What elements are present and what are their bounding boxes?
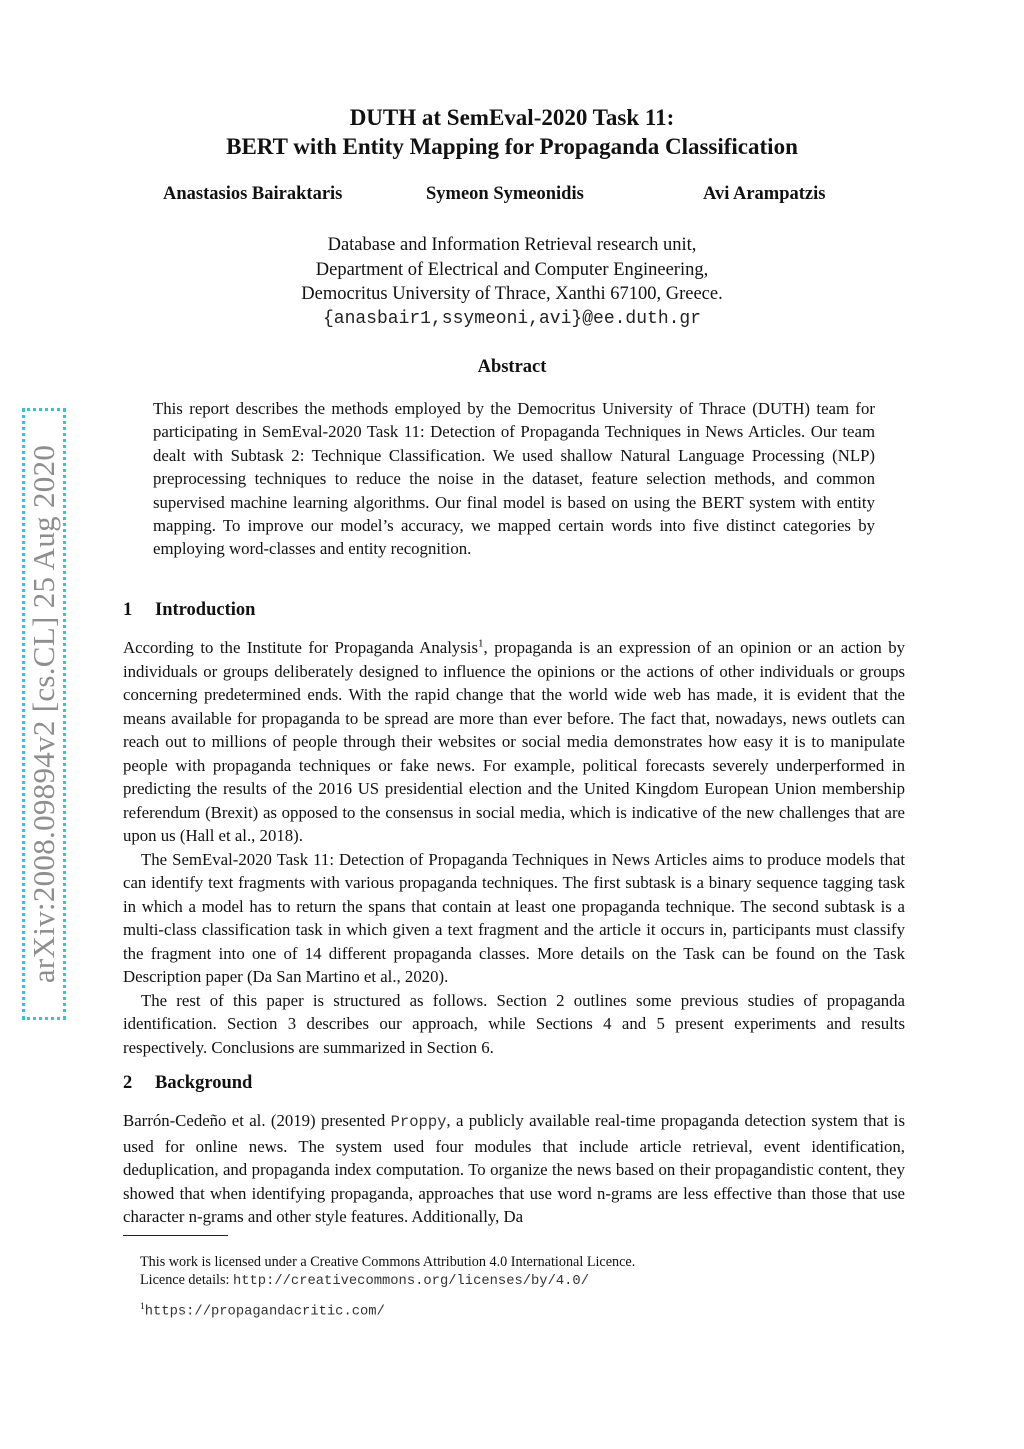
section-2-title: Background: [155, 1073, 253, 1093]
intro-p1-text-a: According to the Institute for Propaganda Analysis: [123, 638, 478, 657]
intro-p1-text-b: , propaganda is an expression of an opinion or an action by individuals or groups deliberately designed to influence the opinions or the actions of other individuals or groups concerning predetermined ends. With the rapid change that the world wide web has made, it is evident that the means available for propaganda to be spread are more than ever before. The fact that, nowadays, news outlets can reach out to millions of people through their websites or social media demonstrates how easy it is to manipulate people with propaganda techniques or fake news. For example, political forecasts severely underperformed in predicting the results of the 2016 US presidential election and the United Kingdom European Union membership referendum (Brexit) as opposed to the consensus in social media, which is indicative of the new challenges that are upon us (Hall et al., 2018).: [123, 638, 905, 845]
arxiv-identifier: arXiv:2008.09894v2 [cs.CL] 25 Aug 2020: [26, 444, 61, 984]
license-statement: This work is licensed under a Creative Commons Attribution 4.0 International Licence.: [140, 1254, 636, 1270]
license-label: Licence details:: [140, 1272, 233, 1288]
affiliation: [0, 233, 1024, 331]
footnote-1-url-link[interactable]: https://propagandacritic.com/: [144, 1304, 385, 1320]
abstract-heading: Abstract: [477, 357, 547, 377]
author-3: Avi Arampatzis: [703, 184, 826, 204]
section-1-heading: [123, 600, 255, 621]
affiliation-unit: Database and Information Retrieval research unit,: [327, 235, 697, 255]
arxiv-stamp: [22, 408, 66, 1020]
author-1: Anastasios Bairaktaris: [163, 184, 343, 204]
license-footnote: [140, 1253, 635, 1291]
background-paragraph-1: [123, 1109, 905, 1229]
background-p1-text-a: Barrón-Cedeño et al. (2019) presented: [123, 1111, 391, 1130]
affiliation-department: Department of Electrical and Computer Engineering,: [315, 259, 709, 280]
section-1-title: Introduction: [155, 600, 256, 620]
intro-paragraph-1: [123, 636, 905, 848]
section-1-number: 1: [123, 600, 133, 620]
background-body: [123, 1109, 905, 1229]
section-2-number: 2: [123, 1073, 133, 1093]
affiliation-university: Democritus University of Thrace, Xanthi 67100, Greece.: [301, 284, 723, 304]
author-emails: {anasbair1,ssymeoni,avi}@ee.duth.gr: [322, 308, 702, 329]
author-2: Symeon Symeonidis: [426, 184, 584, 204]
introduction-body: [123, 636, 905, 1059]
abstract-text: This report describes the methods employed by the Democritus University of Thrace (DUTH) team for participating in SemEval-2020 Task 11: Detection of Propaganda Techniques in News Articles. Our team dealt with Subtask 2: Technique Classification. We used shallow Natural Language Processing (NLP) preprocessing techniques to reduce the noise in the dataset, feature selection methods, and common supervised machine learning algorithms. Our final model is based on using the BERT system with entity mapping. To improve our model’s accuracy, we mapped certain words into five distinct categories by employing word-classes and entity recognition.: [153, 399, 875, 559]
license-details: [140, 1271, 635, 1291]
title-line-2: BERT with Entity Mapping for Propaganda Classification: [226, 134, 798, 159]
title-line-1: DUTH at SemEval-2020 Task 11:: [349, 105, 675, 130]
license-url-link[interactable]: http://creativecommons.org/licenses/by/4.0/: [232, 1274, 589, 1289]
footnote-1-mark: 1: [140, 1302, 145, 1312]
paper-title: [0, 103, 1024, 161]
intro-paragraph-2: The SemEval-2020 Task 11: Detection of Propaganda Techniques in News Articles aims to produce models that can identify text fragments with various propaganda techniques. The first subtask is a binary sequence tagging task in which a model has to return the spans that contain at least one propaganda technique. The second subtask is a multi-class classification task in which given a text fragment and the article it occurs in, participants must classify the fragment into one of 14 different propaganda classes. More details on the Task can be found on the Task Description paper (Da San Martino et al., 2020).: [123, 849, 905, 986]
footnote-1: [140, 1298, 385, 1322]
section-2-heading: [123, 1073, 252, 1094]
footnote-ref-1[interactable]: 1: [478, 637, 484, 650]
background-p1-text-b: , a publicly available real-time propaganda detection system that is used for online news. The system used four modules that include article retrieval, event identification, deduplication, and propaganda index computation. To organize the news based on their propagandistic content, they showed that when identifying propaganda, approaches that use word n-grams are less effective than those that use character n-grams and other style features. Additionally, Da: [123, 1111, 905, 1226]
intro-paragraph-3: The rest of this paper is structured as follows. Section 2 outlines some previous studies of propaganda identification. Section 3 describes our approach, while Sections 4 and 5 present experiments and results respectively. Conclusions are summarized in Section 6.: [123, 990, 905, 1057]
footnote-divider: [123, 1235, 228, 1236]
proppy-system-name: Proppy: [390, 1113, 447, 1131]
